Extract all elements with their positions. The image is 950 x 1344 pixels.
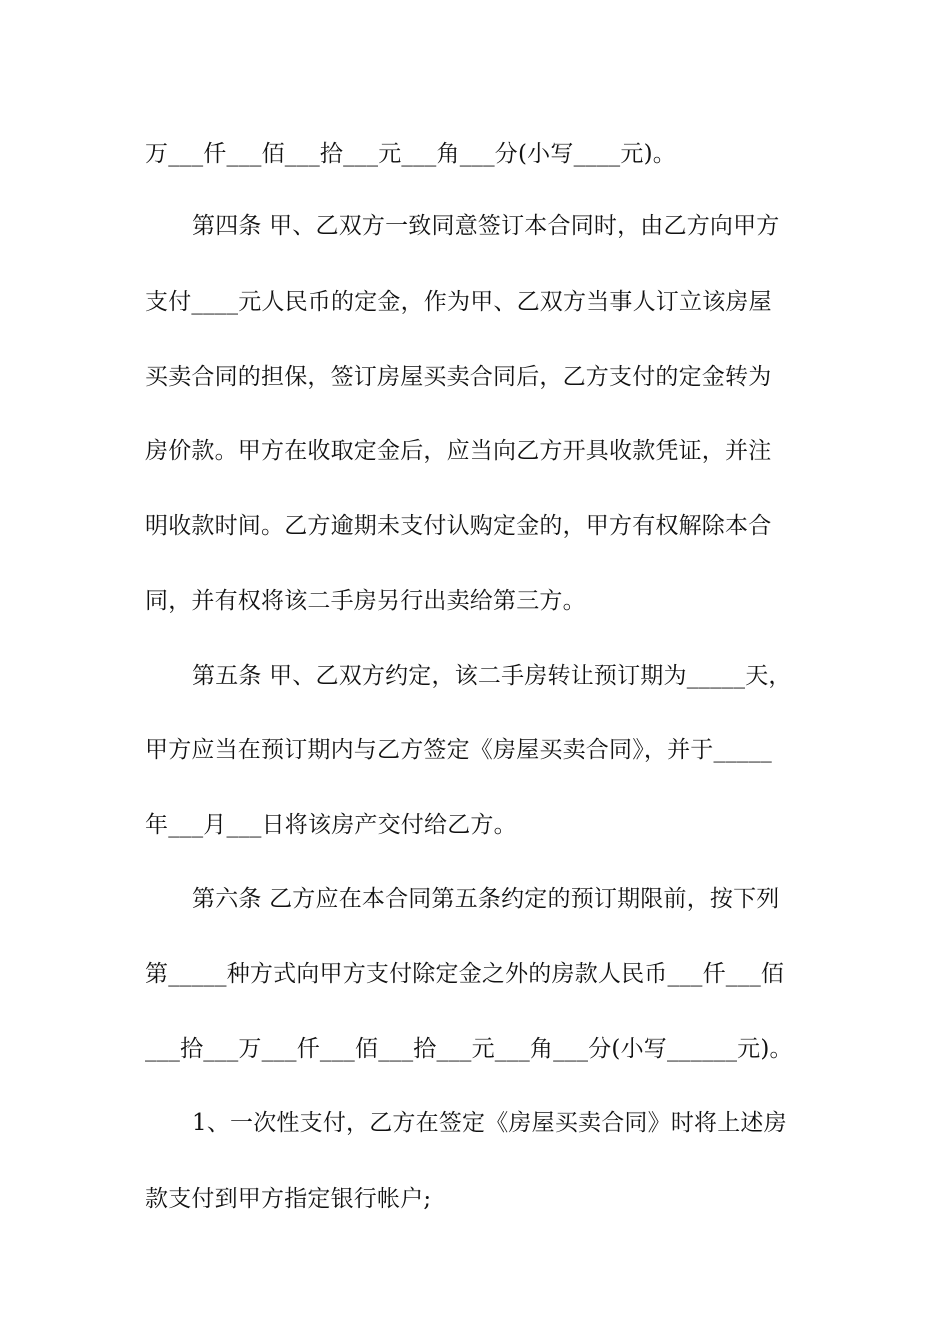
text-line-3: 支付____元人民币的定金，作为甲、乙双方当事人订立该房屋 — [145, 289, 772, 315]
text-line-12: 第_____种方式向甲方支付除定金之外的房款人民币___仟___佰 — [145, 961, 785, 987]
text-line-6: 明收款时间。乙方逾期未支付认购定金的，甲方有权解除本合 — [145, 513, 772, 539]
text-line-5: 房价款。甲方在收取定金后，应当向乙方开具收款凭证，并注 — [145, 438, 772, 464]
text-line-10: 年___月___日将该房产交付给乙方。 — [145, 812, 517, 838]
text-line-15: 款支付到甲方指定银行帐户; — [145, 1186, 432, 1212]
text-line-4: 买卖合同的担保，签订房屋买卖合同后，乙方支付的定金转为 — [145, 364, 772, 390]
article-6-heading-line: 第六条 乙方应在本合同第五条约定的预订期限前，按下列 — [192, 886, 780, 912]
text-line-13: ___拾___万___仟___佰___拾___元___角___分(小写______元)。 — [145, 1036, 793, 1062]
text-line-9: 甲方应当在预订期内与乙方签定《房屋买卖合同》，并于_____ — [145, 737, 772, 763]
text-line-7: 同，并有权将该二手房另行出卖给第三方。 — [145, 588, 586, 614]
text-line-1: 万___仟___佰___拾___元___角___分(小写____元)。 — [145, 141, 676, 167]
article-4-heading-line: 第四条 甲、乙双方一致同意签订本合同时，由乙方向甲方 — [192, 213, 780, 239]
item-1-line: 1、一次性支付，乙方在签定《房屋买卖合同》时将上述房 — [192, 1110, 787, 1136]
article-5-heading-line: 第五条 甲、乙双方约定，该二手房转让预订期为_____天， — [192, 663, 792, 689]
